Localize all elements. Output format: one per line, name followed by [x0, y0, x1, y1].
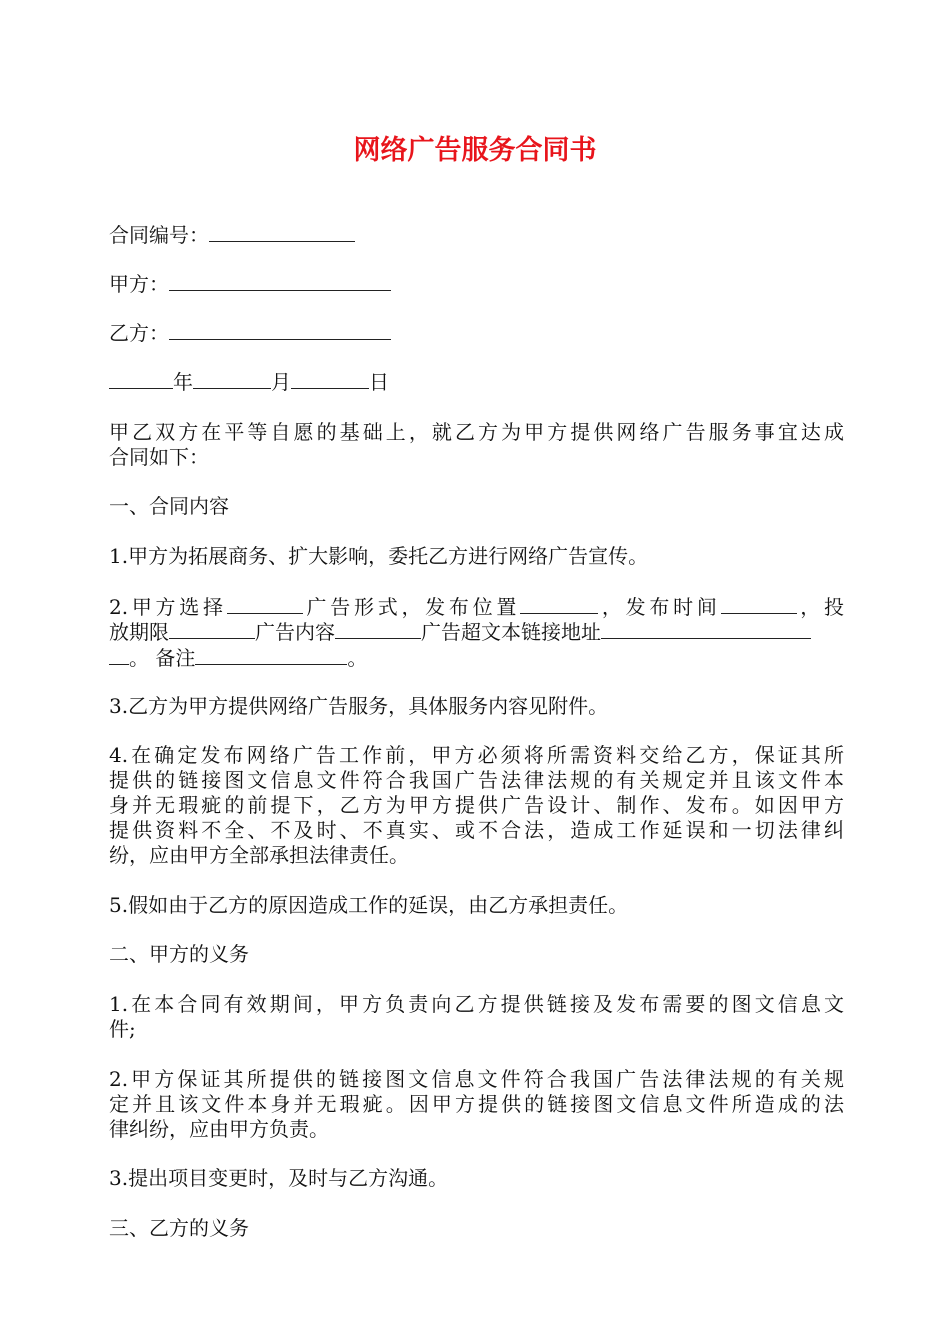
hyperlink-address-blank[interactable]	[601, 619, 811, 639]
preamble-line-1: 甲乙双方在平等自愿的基础上，就乙方为甲方提供网络广告服务事宜达成	[109, 420, 844, 444]
s1-item-2-text: ，投	[796, 595, 845, 619]
ad-position-blank[interactable]	[520, 594, 598, 614]
date-line	[109, 369, 844, 394]
date-month-label: 月	[271, 370, 291, 394]
s2-item-1-line-2: 件;	[109, 1017, 136, 1041]
hyperlink-address-blank-continued[interactable]	[109, 645, 129, 665]
s1-item-2-text: 广告形式，发布位置	[302, 595, 521, 619]
section-3-heading: 三、乙方的义务	[109, 1216, 249, 1240]
preamble-line-2: 合同如下：	[109, 445, 209, 469]
s1-item-2-text: 广告内容	[255, 620, 335, 644]
party-b-label: 乙方：	[109, 321, 169, 345]
s1-item-2-text: 放期限	[109, 620, 169, 644]
s1-item-2-line-1	[109, 594, 844, 619]
s1-item-4-line-5: 纷，应由甲方全部承担法律责任。	[109, 843, 409, 867]
s2-item-3: 3.提出项目变更时，及时与乙方沟通。	[109, 1166, 449, 1190]
ad-form-blank[interactable]	[227, 594, 303, 614]
s2-item-1-line-1: 1.在本合同有效期间，甲方负责向乙方提供链接及发布需要的图文信息文	[109, 992, 844, 1016]
s1-item-2-text: 发布时间	[625, 595, 721, 619]
s1-item-2-text: 。	[129, 646, 149, 670]
s2-item-2-line-3: 律纠纷，应由甲方负责。	[109, 1117, 329, 1141]
party-a-blank[interactable]	[169, 271, 391, 291]
s1-item-2-line-3	[109, 645, 844, 670]
contract-number-line	[109, 222, 844, 247]
date-year-blank[interactable]	[109, 369, 173, 389]
s1-item-3: 3.乙方为甲方提供网络广告服务，具体服务内容见附件。	[109, 694, 609, 718]
s1-item-2-text: ，	[598, 595, 626, 619]
s1-item-4-line-4: 提供资料不全、不及时、不真实、或不合法，造成工作延误和一切法律纠	[109, 818, 844, 842]
date-day-label: 日	[369, 370, 389, 394]
contract-number-label: 合同编号：	[109, 223, 209, 247]
party-b-blank[interactable]	[169, 320, 391, 340]
s1-item-4-line-3: 身并无瑕疵的前提下，乙方为甲方提供广告设计、制作、发布。如因甲方	[109, 793, 844, 817]
party-b-line	[109, 320, 844, 345]
s1-item-1: 1.甲方为拓展商务、扩大影响，委托乙方进行网络广告宣传。	[109, 544, 649, 568]
s1-item-2-text: 2.甲方选择	[109, 595, 227, 619]
s1-item-2-line-2	[109, 619, 844, 644]
date-year-label: 年	[173, 370, 193, 394]
date-day-blank[interactable]	[291, 369, 369, 389]
s1-item-2-text: 。	[347, 646, 368, 670]
section-2-heading: 二、甲方的义务	[109, 942, 249, 966]
party-a-line	[109, 271, 844, 296]
s2-item-2-line-2: 定并且该文件本身并无瑕疵。因甲方提供的链接图文信息文件所造成的法	[109, 1092, 844, 1116]
s1-item-4-line-1: 4.在确定发布网络广告工作前，甲方必须将所需资料交给乙方，保证其所	[109, 743, 844, 767]
section-1-heading: 一、合同内容	[109, 494, 229, 518]
party-a-label: 甲方：	[109, 272, 169, 296]
contract-number-blank[interactable]	[209, 222, 355, 242]
publish-time-blank[interactable]	[721, 594, 797, 614]
s1-item-2-text: 广告超文本链接地址	[421, 620, 601, 644]
remarks-blank[interactable]	[195, 645, 347, 665]
s1-item-4-line-2: 提供的链接图文信息文件符合我国广告法律法规的有关规定并且该文件本	[109, 768, 844, 792]
placement-period-blank[interactable]	[169, 619, 255, 639]
document-title: 网络广告服务合同书	[353, 135, 597, 166]
s2-item-2-line-1: 2.甲方保证其所提供的链接图文信息文件符合我国广告法律法规的有关规	[109, 1067, 844, 1091]
s1-item-5: 5.假如由于乙方的原因造成工作的延误，由乙方承担责任。	[109, 893, 629, 917]
s1-item-2-text: 备注	[155, 646, 196, 670]
ad-content-blank[interactable]	[335, 619, 421, 639]
date-month-blank[interactable]	[193, 369, 271, 389]
